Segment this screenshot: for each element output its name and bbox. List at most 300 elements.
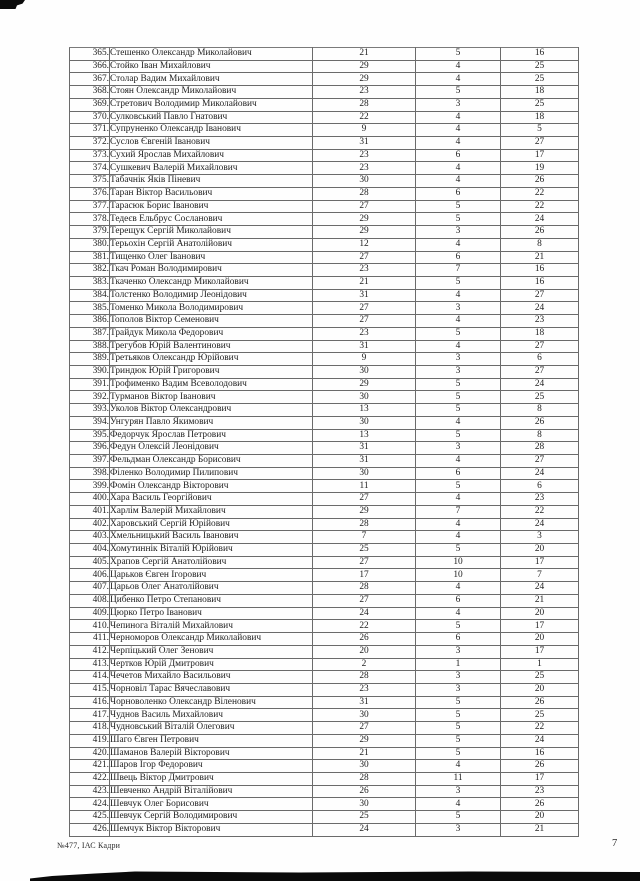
scan-artifact-bottom-bar — [0, 867, 640, 881]
value-total: 31 — [313, 696, 416, 709]
value-right: 25 — [501, 671, 579, 684]
value-total: 31 — [313, 289, 416, 302]
table-row — [70, 238, 579, 251]
value-right: 20 — [501, 544, 579, 557]
value-right: 27 — [501, 289, 579, 302]
person-name: Чорноволенко Олександр Віленович — [110, 696, 313, 709]
person-name: Тарасюк Борис Іванович — [110, 200, 313, 213]
value-total: 26 — [313, 633, 416, 646]
value-total: 27 — [313, 251, 416, 264]
value-right: 24 — [501, 213, 579, 226]
row-number: 365. — [70, 48, 110, 61]
table-row — [70, 620, 579, 633]
person-name: Супруненко Олександр Іванович — [110, 124, 313, 137]
row-number: 377. — [70, 200, 110, 213]
value-right: 21 — [501, 251, 579, 264]
value-right: 25 — [501, 73, 579, 86]
value-total: 23 — [313, 264, 416, 277]
person-name: Філенко Володимир Пилипович — [110, 467, 313, 480]
row-number: 408. — [70, 594, 110, 607]
row-number: 382. — [70, 264, 110, 277]
value-total: 23 — [313, 162, 416, 175]
row-number: 388. — [70, 340, 110, 353]
row-number: 389. — [70, 353, 110, 366]
value-middle: 6 — [416, 594, 501, 607]
value-middle: 4 — [416, 455, 501, 468]
person-name: Черпіцький Олег Зенович — [110, 645, 313, 658]
person-name: Хара Василь Георгійович — [110, 493, 313, 506]
value-total: 31 — [313, 340, 416, 353]
value-right: 28 — [501, 442, 579, 455]
value-middle: 4 — [416, 607, 501, 620]
person-name: Толстенко Володимир Леонідович — [110, 289, 313, 302]
value-total: 29 — [313, 734, 416, 747]
table-row — [70, 226, 579, 239]
personnel-roster-table — [69, 47, 579, 837]
row-number: 423. — [70, 785, 110, 798]
table-row — [70, 429, 579, 442]
row-number: 422. — [70, 772, 110, 785]
value-right: 24 — [501, 467, 579, 480]
row-number: 379. — [70, 226, 110, 239]
table-row — [70, 391, 579, 404]
table-row — [70, 785, 579, 798]
table-row — [70, 760, 579, 773]
value-right: 24 — [501, 734, 579, 747]
row-number: 426. — [70, 823, 110, 836]
person-name: Чорновіл Тарас Вячеславович — [110, 683, 313, 696]
value-total: 27 — [313, 200, 416, 213]
value-right: 8 — [501, 238, 579, 251]
row-number: 403. — [70, 531, 110, 544]
person-name: Тополов Віктор Семенович — [110, 315, 313, 328]
value-total: 22 — [313, 111, 416, 124]
row-number: 417. — [70, 709, 110, 722]
table-row — [70, 353, 579, 366]
value-middle: 4 — [416, 137, 501, 150]
value-right: 23 — [501, 785, 579, 798]
value-right: 20 — [501, 633, 579, 646]
value-middle: 3 — [416, 442, 501, 455]
value-total: 22 — [313, 620, 416, 633]
row-number: 402. — [70, 518, 110, 531]
person-name: Триндюк Юрій Григорович — [110, 365, 313, 378]
value-middle: 4 — [416, 531, 501, 544]
table-row — [70, 722, 579, 735]
value-right: 7 — [501, 569, 579, 582]
value-middle: 5 — [416, 200, 501, 213]
table-row — [70, 772, 579, 785]
row-number: 391. — [70, 378, 110, 391]
value-middle: 5 — [416, 276, 501, 289]
row-number: 424. — [70, 798, 110, 811]
person-name: Таран Віктор Васильович — [110, 187, 313, 200]
value-right: 27 — [501, 137, 579, 150]
value-middle: 5 — [416, 811, 501, 824]
table-row — [70, 645, 579, 658]
value-middle: 6 — [416, 633, 501, 646]
value-total: 29 — [313, 505, 416, 518]
value-total: 30 — [313, 798, 416, 811]
value-right: 27 — [501, 455, 579, 468]
row-number: 384. — [70, 289, 110, 302]
row-number: 421. — [70, 760, 110, 773]
value-right: 3 — [501, 531, 579, 544]
person-name: Унгурян Павло Якимович — [110, 416, 313, 429]
person-name: Хмельницький Василь Іванович — [110, 531, 313, 544]
person-name: Сушкевич Валерій Михайлович — [110, 162, 313, 175]
person-name: Чуднов Василь Михайлович — [110, 709, 313, 722]
table-row — [70, 747, 579, 760]
person-name: Чечетов Михайло Васильович — [110, 671, 313, 684]
value-total: 20 — [313, 645, 416, 658]
table-row — [70, 416, 579, 429]
person-name: Царьков Євген Ігорович — [110, 569, 313, 582]
value-total: 23 — [313, 683, 416, 696]
row-number: 397. — [70, 455, 110, 468]
value-total: 11 — [313, 480, 416, 493]
person-name: Черноморов Олександр Миколайович — [110, 633, 313, 646]
person-name: Трайдук Микола Федорович — [110, 327, 313, 340]
value-total: 28 — [313, 582, 416, 595]
value-middle: 4 — [416, 60, 501, 73]
value-middle: 5 — [416, 620, 501, 633]
value-right: 6 — [501, 353, 579, 366]
value-middle: 5 — [416, 722, 501, 735]
table-row — [70, 480, 579, 493]
table-row — [70, 505, 579, 518]
value-middle: 3 — [416, 823, 501, 836]
value-middle: 10 — [416, 556, 501, 569]
value-right: 20 — [501, 683, 579, 696]
value-middle: 5 — [416, 429, 501, 442]
table-row — [70, 594, 579, 607]
row-number: 414. — [70, 671, 110, 684]
value-middle: 4 — [416, 238, 501, 251]
value-right: 17 — [501, 149, 579, 162]
row-number: 369. — [70, 98, 110, 111]
value-middle: 3 — [416, 365, 501, 378]
value-right: 24 — [501, 518, 579, 531]
value-middle: 5 — [416, 378, 501, 391]
person-name: Швець Віктор Дмитрович — [110, 772, 313, 785]
page-number: 7 — [612, 838, 618, 849]
value-right: 25 — [501, 60, 579, 73]
person-name: Сухий Ярослав Михайлович — [110, 149, 313, 162]
table-row — [70, 493, 579, 506]
person-name: Цюрко Петро Іванович — [110, 607, 313, 620]
value-total: 29 — [313, 213, 416, 226]
person-name: Шемчук Віктор Вікторович — [110, 823, 313, 836]
value-right: 23 — [501, 315, 579, 328]
table-row — [70, 73, 579, 86]
person-name: Терещук Сергій Миколайович — [110, 226, 313, 239]
value-middle: 4 — [416, 582, 501, 595]
row-number: 386. — [70, 315, 110, 328]
value-total: 29 — [313, 73, 416, 86]
value-right: 16 — [501, 747, 579, 760]
value-total: 13 — [313, 429, 416, 442]
table-row — [70, 162, 579, 175]
value-right: 22 — [501, 187, 579, 200]
person-name: Трофименко Вадим Всеволодович — [110, 378, 313, 391]
person-name: Фельдман Олександр Борисович — [110, 455, 313, 468]
value-total: 31 — [313, 455, 416, 468]
table-row — [70, 365, 579, 378]
person-name: Ткаченко Олександр Миколайович — [110, 276, 313, 289]
table-row — [70, 696, 579, 709]
value-right: 21 — [501, 823, 579, 836]
table-row — [70, 340, 579, 353]
person-name: Чудновський Віталій Олегович — [110, 722, 313, 735]
value-total: 27 — [313, 315, 416, 328]
value-right: 1 — [501, 658, 579, 671]
value-middle: 6 — [416, 467, 501, 480]
value-total: 30 — [313, 709, 416, 722]
table-row — [70, 798, 579, 811]
table-row — [70, 60, 579, 73]
table-row — [70, 683, 579, 696]
row-number: 393. — [70, 404, 110, 417]
value-middle: 4 — [416, 416, 501, 429]
person-name: Стойко Іван Михайлович — [110, 60, 313, 73]
value-right: 17 — [501, 556, 579, 569]
table-row — [70, 327, 579, 340]
table-row — [70, 582, 579, 595]
value-middle: 5 — [416, 734, 501, 747]
value-total: 29 — [313, 226, 416, 239]
value-middle: 7 — [416, 264, 501, 277]
person-name: Стретович Володимир Миколайович — [110, 98, 313, 111]
row-number: 415. — [70, 683, 110, 696]
value-middle: 3 — [416, 683, 501, 696]
value-middle: 5 — [416, 747, 501, 760]
value-middle: 5 — [416, 391, 501, 404]
table-row — [70, 175, 579, 188]
value-right: 23 — [501, 493, 579, 506]
value-middle: 6 — [416, 187, 501, 200]
person-name: Шаманов Валерій Вікторович — [110, 747, 313, 760]
person-name: Трегубов Юрій Валентинович — [110, 340, 313, 353]
person-name: Шаров Ігор Федорович — [110, 760, 313, 773]
value-right: 25 — [501, 391, 579, 404]
value-total: 9 — [313, 353, 416, 366]
table-row — [70, 404, 579, 417]
value-total: 23 — [313, 327, 416, 340]
row-number: 366. — [70, 60, 110, 73]
value-total: 17 — [313, 569, 416, 582]
value-total: 27 — [313, 722, 416, 735]
person-name: Тедеєв Ельбрус Сосланович — [110, 213, 313, 226]
value-right: 20 — [501, 607, 579, 620]
row-number: 418. — [70, 722, 110, 735]
person-name: Турманов Віктор Іванович — [110, 391, 313, 404]
row-number: 374. — [70, 162, 110, 175]
table-row — [70, 823, 579, 836]
person-name: Храпов Сергій Анатолійович — [110, 556, 313, 569]
row-number: 372. — [70, 137, 110, 150]
table-row — [70, 607, 579, 620]
value-middle: 5 — [416, 48, 501, 61]
value-right: 20 — [501, 811, 579, 824]
row-number: 416. — [70, 696, 110, 709]
table-row — [70, 544, 579, 557]
table-row — [70, 98, 579, 111]
row-number: 390. — [70, 365, 110, 378]
value-middle: 4 — [416, 493, 501, 506]
value-right: 16 — [501, 48, 579, 61]
row-number: 376. — [70, 187, 110, 200]
value-right: 26 — [501, 798, 579, 811]
value-total: 28 — [313, 772, 416, 785]
value-total: 24 — [313, 607, 416, 620]
value-total: 26 — [313, 785, 416, 798]
value-middle: 5 — [416, 696, 501, 709]
person-name: Стоян Олександр Миколайович — [110, 86, 313, 99]
person-name: Суслов Євгеній Іванович — [110, 137, 313, 150]
value-total: 27 — [313, 594, 416, 607]
person-name: Царьов Олег Анатолійович — [110, 582, 313, 595]
table-row — [70, 251, 579, 264]
person-name: Сулковський Павло Гнатович — [110, 111, 313, 124]
table-row — [70, 633, 579, 646]
row-number: 412. — [70, 645, 110, 658]
person-name: Федорчук Ярослав Петрович — [110, 429, 313, 442]
value-middle: 4 — [416, 798, 501, 811]
footer-document-reference: №477, ІАС Кадри — [57, 841, 121, 850]
value-total: 28 — [313, 187, 416, 200]
value-right: 25 — [501, 709, 579, 722]
value-right: 26 — [501, 226, 579, 239]
row-number: 401. — [70, 505, 110, 518]
row-number: 400. — [70, 493, 110, 506]
value-right: 21 — [501, 594, 579, 607]
value-middle: 3 — [416, 98, 501, 111]
row-number: 378. — [70, 213, 110, 226]
table-row — [70, 124, 579, 137]
value-total: 9 — [313, 124, 416, 137]
value-right: 24 — [501, 302, 579, 315]
value-total: 12 — [313, 238, 416, 251]
value-total: 28 — [313, 98, 416, 111]
value-total: 21 — [313, 48, 416, 61]
row-number: 411. — [70, 633, 110, 646]
table-row — [70, 264, 579, 277]
value-middle: 4 — [416, 111, 501, 124]
person-name: Томенко Микола Володимирович — [110, 302, 313, 315]
value-total: 30 — [313, 760, 416, 773]
value-middle: 5 — [416, 404, 501, 417]
value-right: 17 — [501, 772, 579, 785]
table-row — [70, 811, 579, 824]
person-name: Харлім Валерій Михайлович — [110, 505, 313, 518]
table-row — [70, 187, 579, 200]
value-total: 24 — [313, 823, 416, 836]
value-right: 17 — [501, 620, 579, 633]
value-right: 18 — [501, 86, 579, 99]
table-row — [70, 213, 579, 226]
value-right: 18 — [501, 111, 579, 124]
value-right: 26 — [501, 696, 579, 709]
person-name: Столар Вадим Михайлович — [110, 73, 313, 86]
row-number: 375. — [70, 175, 110, 188]
value-middle: 5 — [416, 86, 501, 99]
person-name: Стешенко Олександр Миколайович — [110, 48, 313, 61]
person-name: Цибенко Петро Степанович — [110, 594, 313, 607]
person-name: Чертков Юрій Дмитрович — [110, 658, 313, 671]
value-right: 26 — [501, 175, 579, 188]
table-row — [70, 86, 579, 99]
person-name: Фомін Олександр Вікторович — [110, 480, 313, 493]
value-middle: 6 — [416, 251, 501, 264]
value-middle: 4 — [416, 518, 501, 531]
row-number: 413. — [70, 658, 110, 671]
value-middle: 3 — [416, 302, 501, 315]
scan-artifact-corner-block — [0, 0, 25, 9]
value-total: 29 — [313, 60, 416, 73]
value-right: 24 — [501, 582, 579, 595]
row-number: 405. — [70, 556, 110, 569]
person-name: Уколов Віктор Олександрович — [110, 404, 313, 417]
value-total: 27 — [313, 556, 416, 569]
value-right: 6 — [501, 480, 579, 493]
person-name: Хомутиннік Віталій Юрійович — [110, 544, 313, 557]
row-number: 371. — [70, 124, 110, 137]
table-row — [70, 442, 579, 455]
person-name: Федун Олексій Леонідович — [110, 442, 313, 455]
row-number: 370. — [70, 111, 110, 124]
value-middle: 1 — [416, 658, 501, 671]
value-total: 21 — [313, 276, 416, 289]
table-row — [70, 289, 579, 302]
table-row — [70, 455, 579, 468]
row-number: 381. — [70, 251, 110, 264]
value-total: 28 — [313, 671, 416, 684]
value-total: 27 — [313, 302, 416, 315]
value-total: 29 — [313, 378, 416, 391]
table-row — [70, 709, 579, 722]
value-right: 22 — [501, 505, 579, 518]
value-middle: 5 — [416, 709, 501, 722]
person-name: Шевчук Сергій Володимирович — [110, 811, 313, 824]
value-total: 30 — [313, 467, 416, 480]
table-row — [70, 302, 579, 315]
row-number: 409. — [70, 607, 110, 620]
value-middle: 3 — [416, 353, 501, 366]
table-row — [70, 569, 579, 582]
value-right: 8 — [501, 429, 579, 442]
person-name: Терьохін Сергій Анатолійович — [110, 238, 313, 251]
value-middle: 5 — [416, 213, 501, 226]
table-row — [70, 276, 579, 289]
person-name: Шаго Євген Петрович — [110, 734, 313, 747]
row-number: 398. — [70, 467, 110, 480]
value-right: 8 — [501, 404, 579, 417]
value-middle: 3 — [416, 671, 501, 684]
value-middle: 4 — [416, 340, 501, 353]
value-middle: 4 — [416, 315, 501, 328]
value-total: 25 — [313, 811, 416, 824]
value-middle: 3 — [416, 785, 501, 798]
table-row — [70, 556, 579, 569]
row-number: 387. — [70, 327, 110, 340]
value-right: 26 — [501, 416, 579, 429]
value-right: 19 — [501, 162, 579, 175]
table-row — [70, 48, 579, 61]
value-middle: 7 — [416, 505, 501, 518]
table-row — [70, 734, 579, 747]
table-body — [70, 48, 579, 837]
